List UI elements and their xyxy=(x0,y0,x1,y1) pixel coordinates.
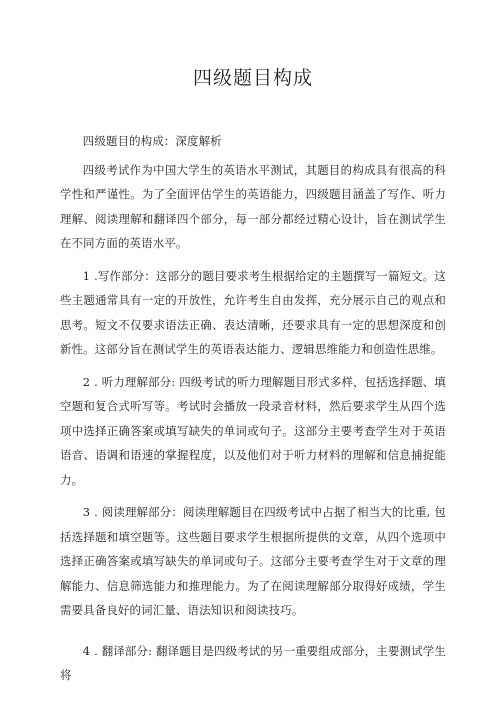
intro-paragraph: 四级考试作为中国大学生的英语水平测试，其题目的构成具有很高的科学性和严谨性。为了全面评估学生的英语能力，四级题目涵盖了写作、听力理解、阅读理解和翻译四个部分，每一部分都经过精心设计，旨在测试学生在不同方面的英语水平。 xyxy=(60,162,446,250)
section-writing: 1 .写作部分：这部分的题目要求考生根据给定的主题撰写一篇短文。这些主题通常具有一定的开放性，允许考生自由发挥，充分展示自己的观点和思考。短文不仅要求语法正确、表达清晰，还要求具有一定的思想深度和创新性。这部分旨在测试学生的英语表达能力、逻辑思维能力和创造性思维。 xyxy=(60,268,446,356)
document-title: 四级题目构成 xyxy=(192,67,313,89)
section-translation: 4 . 翻译部分: 翻译题目是四级考试的另一重要组成部分，主要测试学生将 xyxy=(60,643,446,682)
document-subtitle: 四级题目的构成：深度解析 xyxy=(82,134,222,148)
section-reading: 3 . 阅读理解部分：阅读理解题目在四级考试中占据了相当大的比重, 包括选择题和填空题等。这些题目要求学生根据所提供的文章，从四个选项中选择正确答案或填写缺失的单词或句子。这部分主要考查学生对于文章的理解能力、信息筛选能力和推理能力。为了在阅读理解部分取得好成绩，学生需要具备良好的词汇量、语法知识和阅读技巧。 xyxy=(60,505,446,617)
section-listening: 2 . 听力理解部分: 四级考试的听力理解题目形式多样，包括选择题、填空题和复合式听写等。考试时会播放一段录音材料，然后要求学生从四个选项中选择正确答案或填写缺失的单词或句子。这部分主要考查学生对于英语语音、语调和语速的掌握程度，以及他们对于听力材料的理解和信息捕捉能力。 xyxy=(60,374,446,487)
